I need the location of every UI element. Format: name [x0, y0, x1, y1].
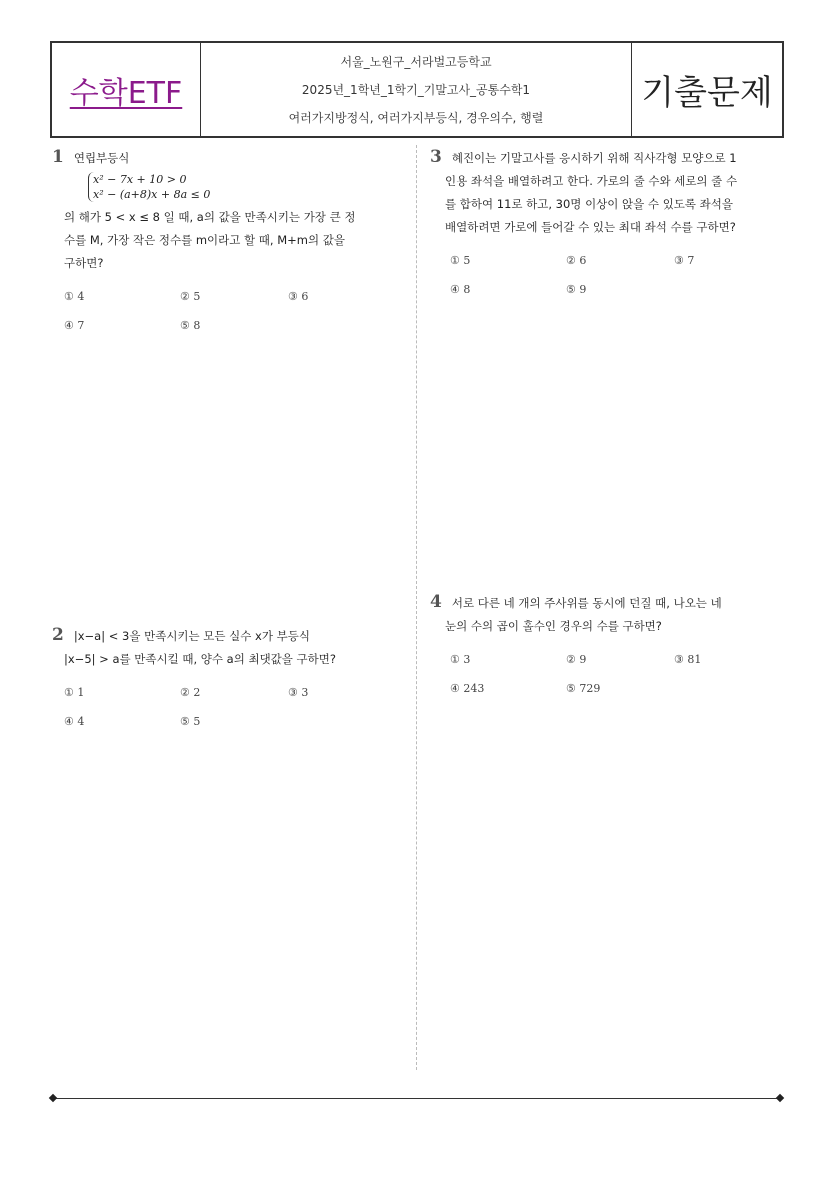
question-number: 2 — [52, 625, 64, 645]
choice[interactable]: ③ 81 — [674, 653, 702, 666]
choice[interactable]: ④ 8 — [450, 283, 471, 296]
system-line: x² − (a+8)x + 8a ≤ 0 — [93, 188, 211, 201]
question-2 — [52, 624, 392, 733]
inequality-system — [88, 172, 210, 202]
choice[interactable]: ③ 3 — [288, 686, 309, 699]
question-text: 배열하려면 가로에 들어갈 수 있는 최대 좌석 수를 구하면? — [445, 220, 736, 234]
choice[interactable]: ④ 4 — [64, 715, 85, 728]
choice[interactable]: ② 6 — [566, 254, 587, 267]
question-intro: 연립부등식 — [73, 151, 130, 165]
question-text: |x−a| < 3을 만족시키는 모든 실수 x가 부등식 — [73, 629, 310, 643]
question-number: 1 — [52, 147, 64, 167]
school-name: 서울_노원구_서라벌고등학교 — [340, 54, 492, 69]
choice[interactable]: ⑤ 729 — [566, 682, 601, 695]
exam-title: 2025년_1학년_1학기_기말고사_공통수학1 — [301, 82, 531, 97]
choice[interactable]: ⑤ 8 — [180, 319, 201, 332]
choice[interactable]: ① 3 — [450, 653, 471, 666]
choice[interactable]: ③ 6 — [288, 290, 309, 303]
choice[interactable]: ② 5 — [180, 290, 201, 303]
choice[interactable]: ① 4 — [64, 290, 85, 303]
question-text: 수를 M, 가장 작은 정수를 m이라고 할 때, M+m의 값을 — [64, 233, 345, 247]
choice[interactable]: ① 1 — [64, 686, 85, 699]
exam-header — [50, 41, 784, 138]
question-text: 구하면? — [64, 256, 104, 270]
question-1 — [52, 146, 392, 337]
choice[interactable]: ② 2 — [180, 686, 201, 699]
choice[interactable]: ② 9 — [566, 653, 587, 666]
question-4 — [430, 591, 775, 700]
diamond-icon — [49, 1094, 57, 1102]
exam-topics: 여러가지방정식, 여러가지부등식, 경우의수, 행렬 — [288, 111, 544, 126]
logo-cell — [52, 43, 201, 136]
brand-logo: 수학ETF — [69, 75, 183, 111]
question-text: 의 해가 5 < x ≤ 8 일 때, a의 값을 만족시키는 가장 큰 정 — [64, 210, 356, 224]
answer-choices — [450, 648, 775, 700]
choice[interactable]: ⑤ 5 — [180, 715, 201, 728]
system-line: x² − 7x + 10 > 0 — [93, 173, 187, 186]
column-divider — [416, 145, 417, 1070]
question-text: |x−5| > a를 만족시킬 때, 양수 a의 최댓값을 구하면? — [64, 652, 336, 666]
question-3 — [430, 146, 775, 301]
question-text: 인용 좌석을 배열하려고 한다. 가로의 줄 수와 세로의 줄 수 — [445, 174, 738, 188]
choice[interactable]: ③ 7 — [674, 254, 695, 267]
question-text: 혜진이는 기말고사를 응시하기 위해 직사각형 모양으로 1 — [451, 151, 737, 165]
exam-info — [201, 43, 632, 136]
answer-choices — [450, 249, 775, 301]
footer-rule — [52, 1098, 782, 1099]
choice[interactable]: ⑤ 9 — [566, 283, 587, 296]
diamond-icon — [776, 1094, 784, 1102]
choice[interactable]: ④ 7 — [64, 319, 85, 332]
question-number: 4 — [430, 592, 442, 612]
question-text: 를 합하여 11로 하고, 30명 이상이 앉을 수 있도록 좌석을 — [445, 197, 733, 211]
question-text: 눈의 수의 곱이 홀수인 경우의 수를 구하면? — [445, 619, 662, 633]
choice[interactable]: ④ 243 — [450, 682, 485, 695]
doc-label: 기출문제 — [641, 73, 773, 113]
choice[interactable]: ① 5 — [450, 254, 471, 267]
answer-choices — [64, 681, 392, 733]
question-number: 3 — [430, 147, 442, 167]
answer-choices — [64, 285, 392, 337]
question-text: 서로 다른 네 개의 주사위를 동시에 던질 때, 나오는 네 — [451, 596, 722, 610]
